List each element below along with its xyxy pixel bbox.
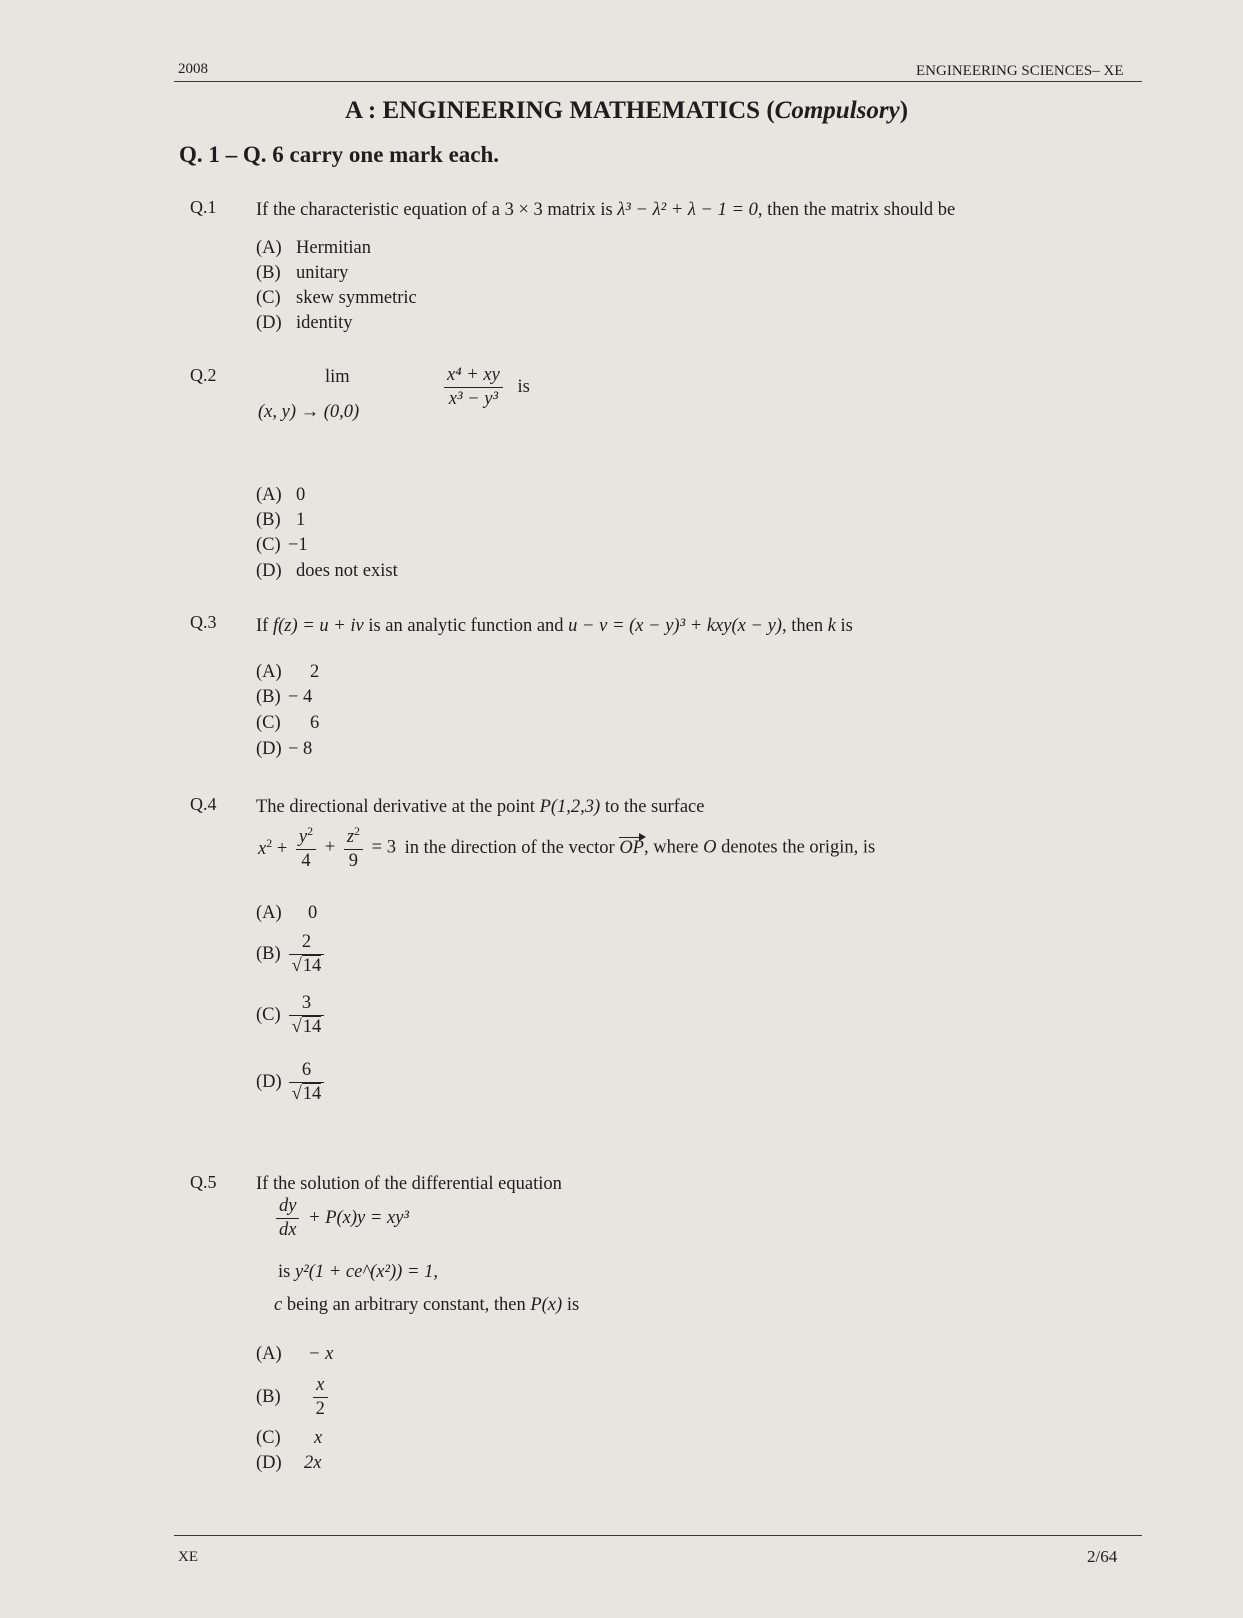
q4-number: Q.4 bbox=[190, 794, 217, 814]
section-title: A : ENGINEERING MATHEMATICS (Compulsory) bbox=[345, 97, 909, 124]
q1-option-d[interactable]: (D) identity bbox=[256, 313, 353, 333]
header-paper: ENGINEERING SCIENCES– XE bbox=[916, 63, 1124, 79]
q2-option-a[interactable]: (A) 0 bbox=[256, 485, 306, 505]
q2-option-c[interactable]: (C) −1 bbox=[256, 535, 308, 555]
footer-page: 2/64 bbox=[1087, 1547, 1118, 1566]
q4-line2: $x^2$ + $\frac{y^2}{4}$ + $\frac{z^2}{9}$ = 3 in the direction of the vector OP, where O denotes the origin, is bbox=[258, 824, 876, 872]
q3-option-c[interactable]: (C) 6 bbox=[256, 713, 320, 733]
marks-note: Q. 1 – Q. 6 carry one mark each. bbox=[179, 142, 500, 167]
q1-stem: If the characteristic equation of a 3 × 3 matrix is λ³ − λ² + λ − 1 = 0, then the matrix should be bbox=[256, 200, 956, 220]
q5-solution: is y²(1 + ce^(x²)) = 1, bbox=[278, 1262, 438, 1282]
q3-number: Q.3 bbox=[190, 612, 217, 632]
q1-option-a[interactable]: (A) Hermitian bbox=[256, 238, 372, 258]
footer-rule bbox=[174, 1535, 1142, 1536]
q4-option-d[interactable]: (D) $\frac{6}{√14}$ bbox=[256, 1060, 328, 1105]
vector-op: OP bbox=[619, 838, 644, 859]
q5-line1: If the solution of the differential equation bbox=[256, 1174, 562, 1194]
q2-option-d[interactable]: (D) does not exist bbox=[256, 561, 398, 581]
q2-number: Q.2 bbox=[190, 365, 217, 385]
q5-number: Q.5 bbox=[190, 1172, 217, 1192]
q2-option-b[interactable]: (B) 1 bbox=[256, 510, 306, 530]
q4-option-b[interactable]: (B) $\frac{2}{√14}$ bbox=[256, 932, 328, 977]
q4-option-c[interactable]: (C) $\frac{3}{√14}$ bbox=[256, 993, 328, 1038]
header-year: 2008 bbox=[178, 61, 208, 77]
q5-constant: c being an arbitrary constant, then P(x) is bbox=[274, 1295, 580, 1315]
q4-option-a[interactable]: (A) 0 bbox=[256, 903, 318, 923]
q3-option-a[interactable]: (A) 2 bbox=[256, 662, 320, 682]
q4-line1: The directional derivative at the point P(1,2,3) to the surface bbox=[256, 797, 705, 817]
q5-option-d[interactable]: (D) 2x bbox=[256, 1453, 322, 1473]
q5-option-c[interactable]: (C) x bbox=[256, 1428, 323, 1448]
q2-fraction: $\frac{\text{x⁴ + xy}}{\text{x³ − y³}}$ is bbox=[440, 365, 530, 410]
header-rule bbox=[174, 81, 1142, 82]
q3-stem: If f(z) = u + iv is an analytic function and u − v = (x − y)³ + kxy(x − y), then k is bbox=[256, 616, 853, 636]
q1-option-b[interactable]: (B) unitary bbox=[256, 263, 349, 283]
q5-equation: $\frac{dy}{dx}$ + P(x)y = xy³ bbox=[276, 1196, 409, 1241]
q3-option-d[interactable]: (D) − 8 bbox=[256, 739, 313, 759]
q2-lim-sub: (x, y) → (0,0) bbox=[258, 402, 360, 422]
q1-number: Q.1 bbox=[190, 197, 217, 217]
q2-lim: lim bbox=[325, 367, 350, 387]
q5-option-b[interactable]: (B) $\frac{x}{2}$ bbox=[256, 1375, 332, 1420]
q1-option-c[interactable]: (C) skew symmetric bbox=[256, 288, 417, 308]
footer-code: XE bbox=[178, 1549, 198, 1565]
q5-option-a[interactable]: (A) − x bbox=[256, 1344, 334, 1364]
q3-option-b[interactable]: (B) − 4 bbox=[256, 687, 313, 707]
